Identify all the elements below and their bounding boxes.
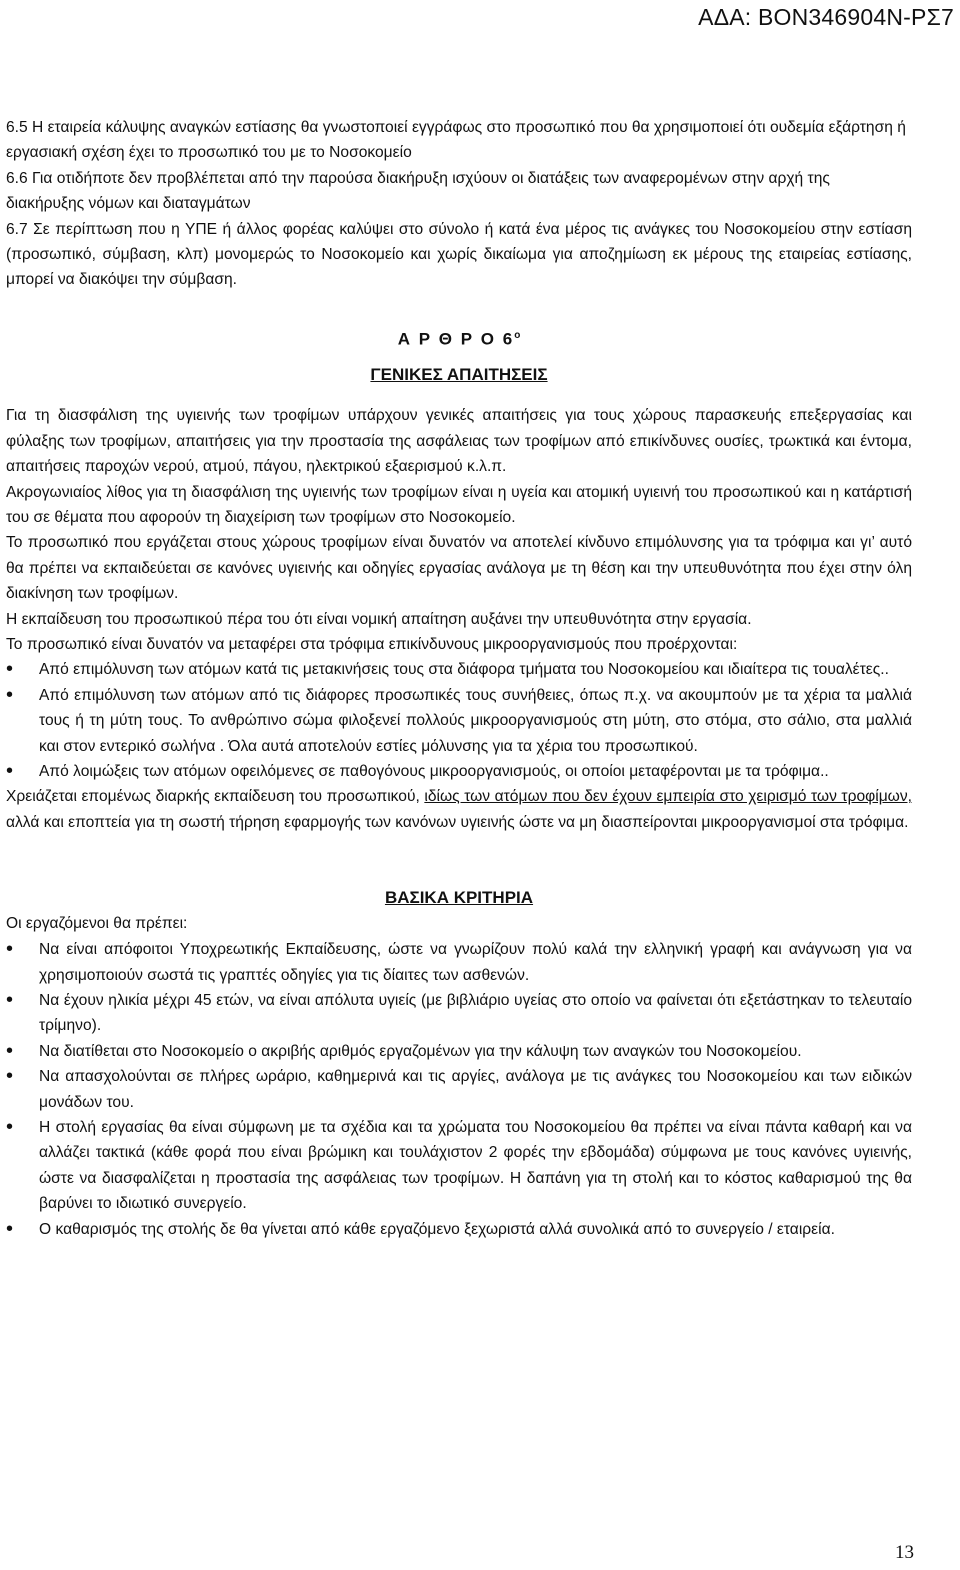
clause-6-7: 6.7 Σε περίπτωση που η ΥΠΕ ή άλλος φορέας καλύψει στο σύνολο ή κατά ένα μέρος τις ανάγκες του Νοσοκομείου στην εστίαση (προσωπικό, σύμβαση, κλπ) μονομερώς το Νοσοκομείο και χωρίς δικαίωμα για αποζημίωση εκ μέρους της εταιρείας εστίασης, μπορεί να διακόψει την σύμβαση. bbox=[6, 220, 912, 289]
closing-text-start: Χρειάζεται επομένως διαρκής εκπαίδευση του προσωπικού, bbox=[6, 788, 425, 806]
general-requirements-text bbox=[6, 403, 912, 835]
list-item: • Από επιμόλυνση των ατόμων κατά τις μετακινήσεις τους στα διάφορα τμήματα του Νοσοκομείου και ιδιαίτερα τις τουαλέτες.. bbox=[6, 657, 912, 682]
basic-criteria-heading: ΒΑΣΙΚΑ ΚΡΙΤΗΡΙΑ bbox=[384, 888, 534, 908]
article-title bbox=[6, 323, 912, 352]
ada-code: ΑΔΑ: ΒΟΝ346904Ν-ΡΣ7 bbox=[698, 4, 954, 30]
article-title-ordinal: ο bbox=[514, 329, 521, 341]
paragraph: Ακρογωνιαίος λίθος για τη διασφάλιση της υγιεινής των τροφίμων είναι η υγεία και ατομική υγιεινή του προσωπικού και η κατάρτισή του σε θέματα που αφορούν τη διαχείριση των τροφίμων στο Νοσοκομείο. bbox=[6, 483, 912, 526]
closing-text-underlined: ιδίως των ατόμων που δεν έχουν εμπειρία στο χειρισμό των τροφίμων, bbox=[424, 788, 912, 806]
list-item: • Να απασχολούνται σε πλήρες ωράριο, καθημερινά και τις αργίες, ανάλογα με τις ανάγκες του Νοσοκομείου και των ειδικών μονάδων του. bbox=[6, 1064, 912, 1115]
paragraph: Για τη διασφάλιση της υγιεινής των τροφίμων υπάρχουν γενικές απαιτήσεις για τους χώρους παρασκευής επεξεργασίας και φύλαξης των τροφίμων, απαιτήσεις για την προστασία της ασφάλειας των τροφίμων από επικίνδυνες ουσίες, τρωκτικά και έντομα, απαιτήσεις παροχών νερού, ατμού, πάγου, ηλεκτρικού εξαερισμού κ.λ.π. bbox=[6, 407, 912, 476]
criteria-header bbox=[6, 885, 912, 937]
article-title-text: Α Ρ Θ Ρ Ο 6 bbox=[397, 329, 515, 349]
closing-text-end: αλλά και εποπτεία για τη σωστή τήρηση εφαρμογής των κανόνων υγιεινής ώστε να μη διασπείρονται μικροοργανισμοί στα τρόφιμα. bbox=[6, 813, 909, 831]
list-item: • Να είναι απόφοιτοι Υποχρεωτικής Εκπαίδευσης, ώστε να γνωρίζουν πολύ καλά την ελληνική γραφή και ανάγνωση για να χρησιμοποιούν σωστά τις γραπτές οδηγίες για τις δίαιτες των ασθενών. bbox=[6, 937, 912, 988]
contamination-sources-list bbox=[6, 657, 912, 784]
page-number: 13 bbox=[895, 1542, 914, 1563]
paragraph: Η εκπαίδευση του προσωπικού πέρα του ότι είναι νομική απαίτηση αυξάνει την υπευθυνότητα στην εργασία. bbox=[6, 610, 752, 628]
list-item: • Να έχουν ηλικία μέχρι 45 ετών, να είναι απόλυτα υγιείς (με βιβλιάριο υγείας στο οποίο να φαίνεται ότι εξετάστηκαν το τελευταίο τρίμηνο). bbox=[6, 988, 912, 1039]
paragraph: Το προσωπικό που εργάζεται στους χώρους τροφίμων είναι δυνατόν να αποτελεί κίνδυνο επιμόλυνσης για τα τρόφιμα και γι’ αυτό θα πρέπει να εκπαιδεύεται σε κανόνες υγιεινής και οδηγίες εργασίας ανάλογα με τη θέση και την υπευθυνότητα που έχει στην όλη διακίνηση των τροφίμων. bbox=[6, 534, 912, 603]
list-item: • Ο καθαρισμός της στολής δε θα γίνεται από κάθε εργαζόμενο ξεχωριστά αλλά συνολικά από το συνεργείο / εταιρεία. bbox=[6, 1217, 912, 1242]
general-requirements-heading: ΓΕΝΙΚΕΣ ΑΠΑΙΤΗΣΕΙΣ bbox=[370, 364, 548, 384]
criteria-list bbox=[6, 937, 912, 1242]
clause-6-6: 6.6 Για οτιδήποτε δεν προβλέπεται από την παρούσα διακήρυξη ισχύουν οι διατάξεις των αναφερομένων στην αρχή της διακήρυξης νόμων και διαταγμάτων bbox=[6, 169, 830, 213]
criteria-intro: Οι εργαζόμενοι θα πρέπει: bbox=[6, 915, 188, 933]
paragraph: Το προσωπικό είναι δυνατόν να μεταφέρει στα τρόφιμα επικίνδυνους μικροοργανισμούς που προέρχονται: bbox=[6, 635, 738, 653]
clause-6-5: 6.5 Η εταιρεία κάλυψης αναγκών εστίασης θα γνωστοποιεί εγγράφως στο προσωπικό που θα χρησιμοποιεί ότι ουδεμία εξάρτηση ή εργασιακή σχέση έχει το προσωπικό του με το Νοσοκομείο bbox=[6, 119, 906, 162]
list-item: • Η στολή εργασίας θα είναι σύμφωνη με τα σχέδια και τα χρώματα του Νοσοκομείου θα πρέπει να είναι πάντα καθαρή και να αλλάζει τακτικά (κάθε φορά που είναι βρώμικη και τουλάχιστον 2 φορές την εβδομάδα) σύμφωνα με τους κανόνες υγιεινής, ώστε να διασφαλίζεται η προστασία της ασφάλειας των τροφίμων. Η δαπάνη για τη στολή και το κόστος καθαρισμού της θα βαρύνει το ιδιωτικό συνεργείο. bbox=[6, 1115, 912, 1217]
list-item: • Από λοιμώξεις των ατόμων οφειλόμενες σε παθογόνους μικροοργανισμούς, οι οποίοι μεταφέρονται με τα τρόφιμα.. bbox=[6, 759, 912, 784]
closing-paragraph bbox=[6, 784, 912, 835]
list-item: • Από επιμόλυνση των ατόμων από τις διάφορες προσωπικές τους συνήθειες, όπως π.χ. να ακουμπούν με τα χέρια τα μαλλιά τους ή τη μύτη τους. Το ανθρώπινο σώμα φιλοξενεί πολλούς μικροοργανισμούς στη μύτη, στο στόμα, στο σάλιο, στα μαλλιά και στον εντερικό σωλήνα . Όλα αυτά αποτελούν εστίες μόλυνσης για τα χέρια του προσωπικού. bbox=[6, 683, 912, 759]
list-item: • Να διατίθεται στο Νοσοκομείο ο ακριβής αριθμός εργαζομένων για την κάλυψη των αναγκών του Νοσοκομείου. bbox=[6, 1039, 912, 1064]
document-body bbox=[6, 115, 912, 1242]
